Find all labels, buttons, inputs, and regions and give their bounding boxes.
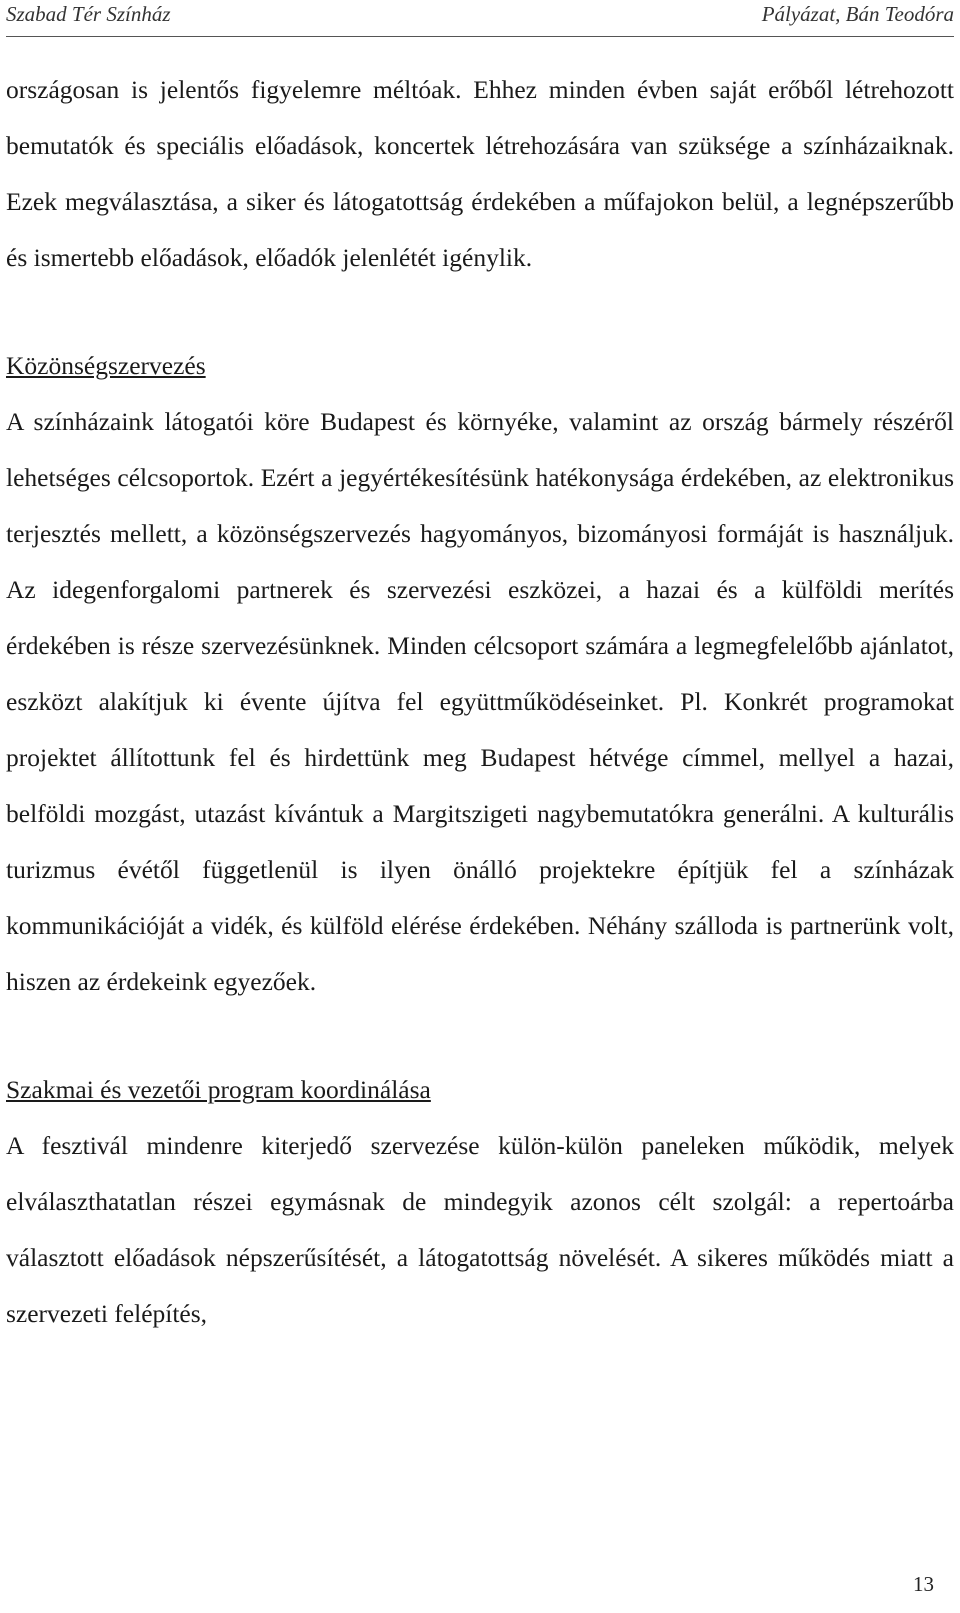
section-spacer	[6, 1010, 954, 1062]
page-number: 13	[913, 1572, 934, 1596]
header-theatre-name: Szabad Tér Színház	[6, 2, 171, 26]
section-body-audience-organization: A színházaink látogatói köre Budapest és környéke, valamint az ország bármely részéről lehetséges célcsoportok. Ezért a jegyértékesítésünk hatékonysága érdekében, az elektronikus terjesztés mellett, a közönségszervezés hagyományos, bizományosi formáját is használjuk. Az idegenforgalomi partnerek és szervezési eszközei, a hazai és a külföldi merítés érdekében is része szervezésünknek. Minden célcsoport számára a legmegfelelőbb ajánlatot, eszközt alakítjuk ki évente újítva fel együttműködéseinket. Pl. Konkrét programokat projektet állítottunk fel és hirdettünk meg Budapest hétvége címmel, mellyel a hazai, belföldi mozgást, utazást kívántuk a Margitszigeti nagybemutatókra generálni. A kulturális turizmus évétől függetlenül is ilyen önálló projektekre építjük fel a színházak kommunikációját a vidék, és külföld elérése érdekében. Néhány szálloda is partnerünk volt, hiszen az érdekeink egyezőek.	[6, 407, 954, 996]
page-content	[6, 62, 954, 1342]
page-header	[6, 0, 954, 37]
header-application-title: Pályázat, Bán Teodóra	[761, 2, 954, 26]
intro-paragraph: országosan is jelentős figyelemre méltóak. Ehhez minden évben saját erőből létrehozott bemutatók és speciális előadások, koncertek létrehozására van szüksége a színházaiknak. Ezek megválasztása, a siker és látogatottság érdekében a műfajokon belül, a legnépszerűbb és ismertebb előadások, előadók jelenlétét igénylik.	[6, 75, 954, 272]
section-body-program-coordination: A fesztivál mindenre kiterjedő szervezése külön-külön paneleken működik, melyek elválaszthatatlan részei egymásnak de mindegyik azonos célt szolgál: a repertoárba választott előadások népszerűsítését, a látogatottság növelését. A sikeres működés miatt a szervezeti felépítés,	[6, 1131, 954, 1328]
section-heading-program-coordination: Szakmai és vezetői program koordinálása	[6, 1075, 431, 1104]
section-heading-audience-organization: Közönségszervezés	[6, 351, 206, 380]
section-spacer	[6, 286, 954, 338]
